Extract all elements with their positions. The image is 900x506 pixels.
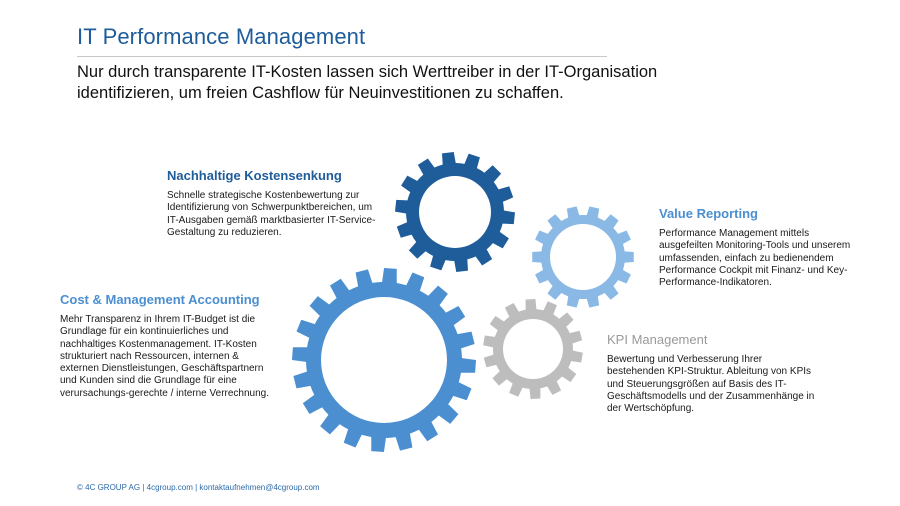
- gear-kpi-management-icon: [483, 299, 583, 399]
- gear-cost-reduction-icon: [395, 152, 515, 272]
- block-cost-management-accounting: [60, 292, 275, 400]
- gear-hole: [503, 319, 563, 379]
- gear-hole: [550, 224, 616, 290]
- page-title: IT Performance Management: [77, 24, 366, 49]
- block-value-reporting: [659, 206, 864, 289]
- block-text: Bewertung und Verbesserung Ihrer bestehenden KPI-Struktur. Ableitung von KPIs und Steuerungsgrößen auf Basis des IT-Geschäftsmodells und der Zusammenhänge in der Wertschöpfung.: [607, 354, 815, 415]
- page-subtitle: Nur durch transparente IT-Kosten lassen sich Werttreiber in der IT-Organisation identifizieren, um freien Cashflow für Neuinvestitionen zu schaffen.: [77, 63, 658, 102]
- gear-value-reporting-icon: [532, 206, 634, 307]
- block-heading: KPI Management: [607, 332, 708, 347]
- block-text: Schnelle strategische Kostenbewertung zur Identifizierung von Schwerpunktbereichen, um IT-Ausgaben gemäß marktbasierter IT-Service-Gestaltung zu reduzieren.: [167, 190, 376, 238]
- block-heading: Cost & Management Accounting: [60, 292, 260, 307]
- block-kpi-management: [607, 332, 822, 415]
- gear-hole: [419, 176, 491, 248]
- footer-contact: © 4C GROUP AG | 4cgroup.com | kontaktaufnehmen@4cgroup.com: [77, 483, 320, 492]
- block-text: Mehr Transparenz in Ihrem IT-Budget ist die Grundlage für ein kontinuierliches und nachhaltiges Kostenmanagement. IT-Kosten strukturiert nach Ressourcen, internen & externen Dienstleistungen, Geschäftspartnern und Kunden sind die Grundlage für eine verursachungs-gerechte / interne Verrechnung.: [60, 314, 270, 399]
- gear-hole: [321, 297, 447, 423]
- block-heading: Value Reporting: [659, 206, 758, 221]
- gear-cost-accounting-icon: [292, 268, 476, 452]
- block-nachhaltige-kostensenkung: [167, 168, 377, 239]
- block-heading: Nachhaltige Kostensenkung: [167, 168, 342, 183]
- block-text: Performance Management mittels ausgefeilten Monitoring-Tools und unserem umfassenden, einfach zu bedienendem Performance Cockpit mit Finanz- und Key-Performance-Indikatoren.: [659, 228, 851, 289]
